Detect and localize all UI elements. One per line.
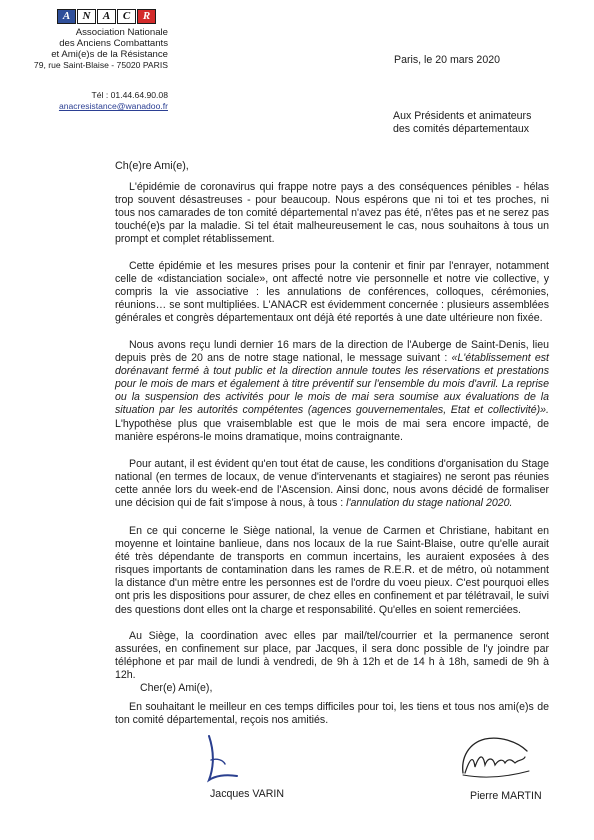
paragraph-siege-staff: En ce qui concerne le Siège national, la venue de Carmen et Christiane, habitant en moyenne et lointaine banlieue, dans nos locaux de la rue Saint-Blaise, outre qu'elle aurait été très dépendante de transports en commun incertains, les auraient exposées à des risques importants de contamination dans les rames de R.E.R. et de métro, où notamment la distance d'un mètre entre les personnes est de l'ordre du voeu pieux. C'est pourquoi elles ont pris les dispositions pour assurer, de chez elles en confinement et par télétravail, le suivi des questions dont elles ont la charge et responsabilité. Qu'elles en soient remerciées. [115, 525, 549, 616]
org-name-line2: des Anciens Combattants [59, 38, 168, 49]
org-address: 79, rue Saint-Blaise - 75020 PARIS [33, 60, 168, 70]
signature-varin-image [195, 730, 255, 790]
paragraph-auberge-end: L'hypothèse plus que vraisemblable est que le mois de mai sera encore impacté, de manière espérons-le moins dramatique, moins contraignante. [115, 417, 549, 443]
salutation: Ch(e)re Ami(e), [115, 160, 189, 172]
paragraph-stage-quote: l'annulation du stage national 2020. [346, 497, 513, 510]
anacr-logo [57, 9, 157, 24]
signatory-varin-name: Jacques VARIN [210, 788, 284, 800]
paragraph-auberge-quote: «L'établissement est dorénavant fermé à tout public et la direction annule toutes les réservations et prestations pour le mois de mars et également à titre préventif sur l'ensemble du mois d'avril. La reprise ou la suspension des activités pour le mois de mai sera soumise aux évaluations de la situation par les autorités compétentes (agences gouvernementales, Etat et collectivité)». [115, 352, 550, 417]
recipients-block [393, 110, 531, 136]
closing-salutation: Cher(e) Ami(e), [140, 682, 213, 694]
paragraph-epidemic: L'épidémie de coronavirus qui frappe notre pays a des conséquences pénibles - hélas trop souvent désastreuses - pour beaucoup. Nous espérons que ni toi et tes proches, ni tous nos camarades de ton comité départemental n'avez pas été, n'êtes pas et ne serez pas touché(e)s par la maladie. Si tel était malheureusement le cas, nous souhaitons à tous un prompt et complet rétablissement. [115, 181, 549, 246]
recipients-line1: Aux Présidents et animateurs [393, 110, 532, 122]
paragraph-auberge-start: Nous avons reçu lundi dernier 16 mars de la direction de l'Auberge de Saint-Denis, lieu depuis près de 20 ans de notre stage national, le message suivant : [115, 339, 549, 365]
signatory-martin-name: Pierre MARTIN [470, 790, 542, 802]
association-block [18, 27, 168, 71]
logo-letter-c: C [117, 9, 136, 24]
contact-block [18, 90, 168, 112]
paragraph-auberge [115, 339, 549, 444]
org-email-link[interactable]: anacresistance@wanadoo.fr [58, 101, 168, 111]
paragraph-stage-start: Pour autant, il est évident qu'en tout état de cause, les conditions d'organisation du Stage national (en termes de locaux, de venue d'intervenants et stagiaires) ne seront pas réunies cette année lors du week-end de l'Ascension. Ainsi donc, nous avons décidé de formaliser une décision qui de fait s'impose à nous, à tous : [115, 458, 549, 510]
letter-date: Paris, le 20 mars 2020 [394, 54, 500, 66]
paragraph-stage-cancellation [115, 458, 549, 510]
org-name-line3: et Ami(e)s de la Résistance [51, 49, 168, 60]
paragraph-distancing: Cette épidémie et les mesures prises pour la contenir et finir par l'enrayer, notamment celle de «distanciation sociale», ont affecté notre vie personnelle et notre vie collective, y compris la vie associative : les annulations de conférences, colloques, cérémonies, réunions… se sont multipliées. L'ANACR est évidemment concernée : plusieurs assemblées générales et congrès départementaux ont déjà été reportés à une date ultérieure non fixée. [115, 260, 549, 325]
org-telephone: Tél : 01.44.64.90.08 [91, 90, 168, 100]
recipients-line2: des comités départementaux [393, 123, 530, 135]
signature-martin-image [455, 733, 535, 783]
logo-letter-a: A [57, 9, 76, 24]
logo-letter-n: N [77, 9, 96, 24]
logo-letter-r: R [137, 9, 156, 24]
paragraph-farewell: En souhaitant le meilleur en ces temps difficiles pour toi, les tiens et tous nos ami(e)s de ton comité départemental, reçois nos amitiés. [115, 701, 549, 727]
org-name-line1: Association Nationale [75, 27, 168, 38]
paragraph-siege-coordination: Au Siège, la coordination avec elles par mail/tel/courrier et la permanence seront assurées, en confinement sur place, par Jacques, il sera donc possible de l'y joindre par téléphone et par mail de lundi à vendredi, de 9h à 12h et de 14 h à 18h, samedi de 9h à 12h. [115, 630, 549, 682]
logo-letter-a2: A [97, 9, 116, 24]
